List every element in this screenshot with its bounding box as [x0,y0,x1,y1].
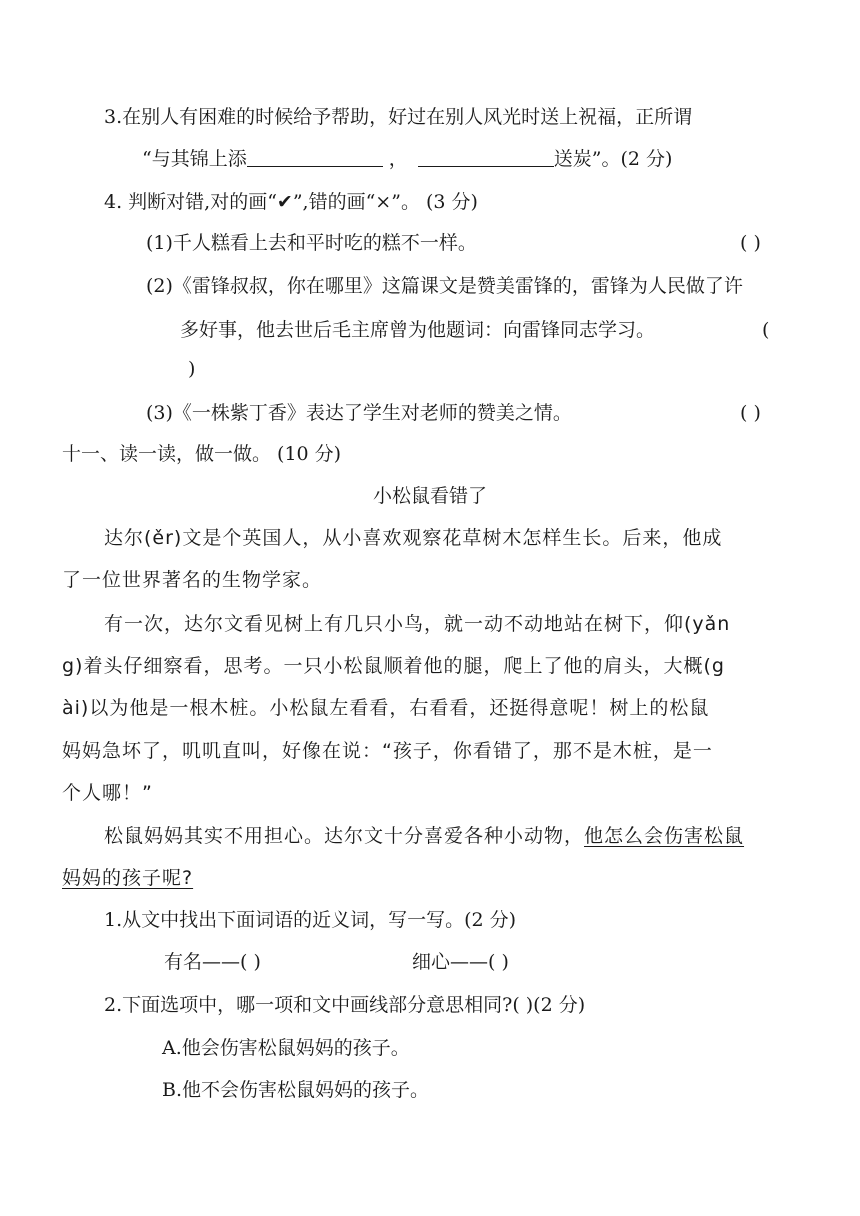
passage-p3-line1 [104,822,744,850]
q3-line2-text-a: “与其锦上添 [142,148,247,170]
passage-p2-line2: g)着头仔细察看，思考。一只小松鼠顺着他的腿，爬上了他的肩头，大概(g [62,655,725,677]
q3-blank-2[interactable] [418,146,554,167]
q4-item1: (1)千人糕看上去和平时吃的糕不一样。 [146,232,477,254]
sub1-synonym-a[interactable]: 有名——( ) [164,951,261,973]
sub2-option-b[interactable]: B.他不会伤害松鼠妈妈的孩子。 [162,1079,430,1101]
q4-item2-paren-close: ) [188,358,196,380]
passage-p3-underlined-2: 妈妈的孩子呢? [62,867,194,889]
q3-line2 [142,145,672,173]
q3-blank-1[interactable] [247,146,383,167]
passage-p2-line3: ài)以为他是一根木桩。小松鼠左看看，右看看，还挺得意呢！树上的松鼠 [62,697,710,719]
section11-heading: 十一、读一读，做一做。 (10 分) [62,443,342,465]
passage-p2-line1: 有一次，达尔文看见树上有几只小鸟，就一动不动地站在树下，仰(yǎn [104,613,731,635]
sub2-stem: 2.下面选项中，哪一项和文中画线部分意思相同?( )(2 分) [104,994,586,1016]
sub1-synonym-b[interactable]: 细心——( ) [412,951,509,973]
passage-p1-line2: 了一位世界著名的生物学家。 [62,569,323,591]
q4-item1-answer-paren[interactable]: ( ) [740,232,761,254]
q3-line2-text-b: ， [388,148,408,170]
sub2-option-a[interactable]: A.他会伤害松鼠妈妈的孩子。 [162,1037,410,1059]
passage-title: 小松鼠看错了 [372,485,487,507]
passage-p2-line4: 妈妈急坏了，叽叽直叫，好像在说：“孩子，你看错了，那不是木桩，是一 [62,740,713,762]
q4-stem: 4. 判断对错,对的画“✔”,错的画“×”。 (3 分) [104,191,478,213]
q3-line2-text-c: 送炭”。(2 分) [553,148,673,170]
passage-p2-line5: 个人哪！” [62,782,153,804]
q4-item2-line1: (2)《雷锋叔叔，你在哪里》这篇课文是赞美雷锋的，雷锋为人民做了许 [146,275,743,297]
passage-p1-line1: 达尔(ěr)文是个英国人，从小喜欢观察花草树木怎样生长。后来，他成 [104,527,723,549]
q4-item2-line2: 多好事，他去世后毛主席曾为他题词：向雷锋同志学习。 [180,319,656,341]
q4-item3: (3)《一株紫丁香》表达了学生对老师的赞美之情。 [146,402,572,424]
sub1-stem: 1.从文中找出下面词语的近义词，写一写。(2 分) [104,909,517,931]
passage-p3-underlined-1: 他怎么会伤害松鼠 [584,825,745,847]
q4-item3-answer-paren[interactable]: ( ) [740,402,761,424]
passage-p3-line2 [62,864,193,892]
q4-item2-paren-open[interactable]: ( [762,319,770,341]
q3-line1: 3.在别人有困难的时候给予帮助，好过在别人风光时送上祝福，正所谓 [104,106,693,128]
passage-p3-plain: 松鼠妈妈其实不用担心。达尔文十分喜爱各种小动物， [104,825,585,847]
